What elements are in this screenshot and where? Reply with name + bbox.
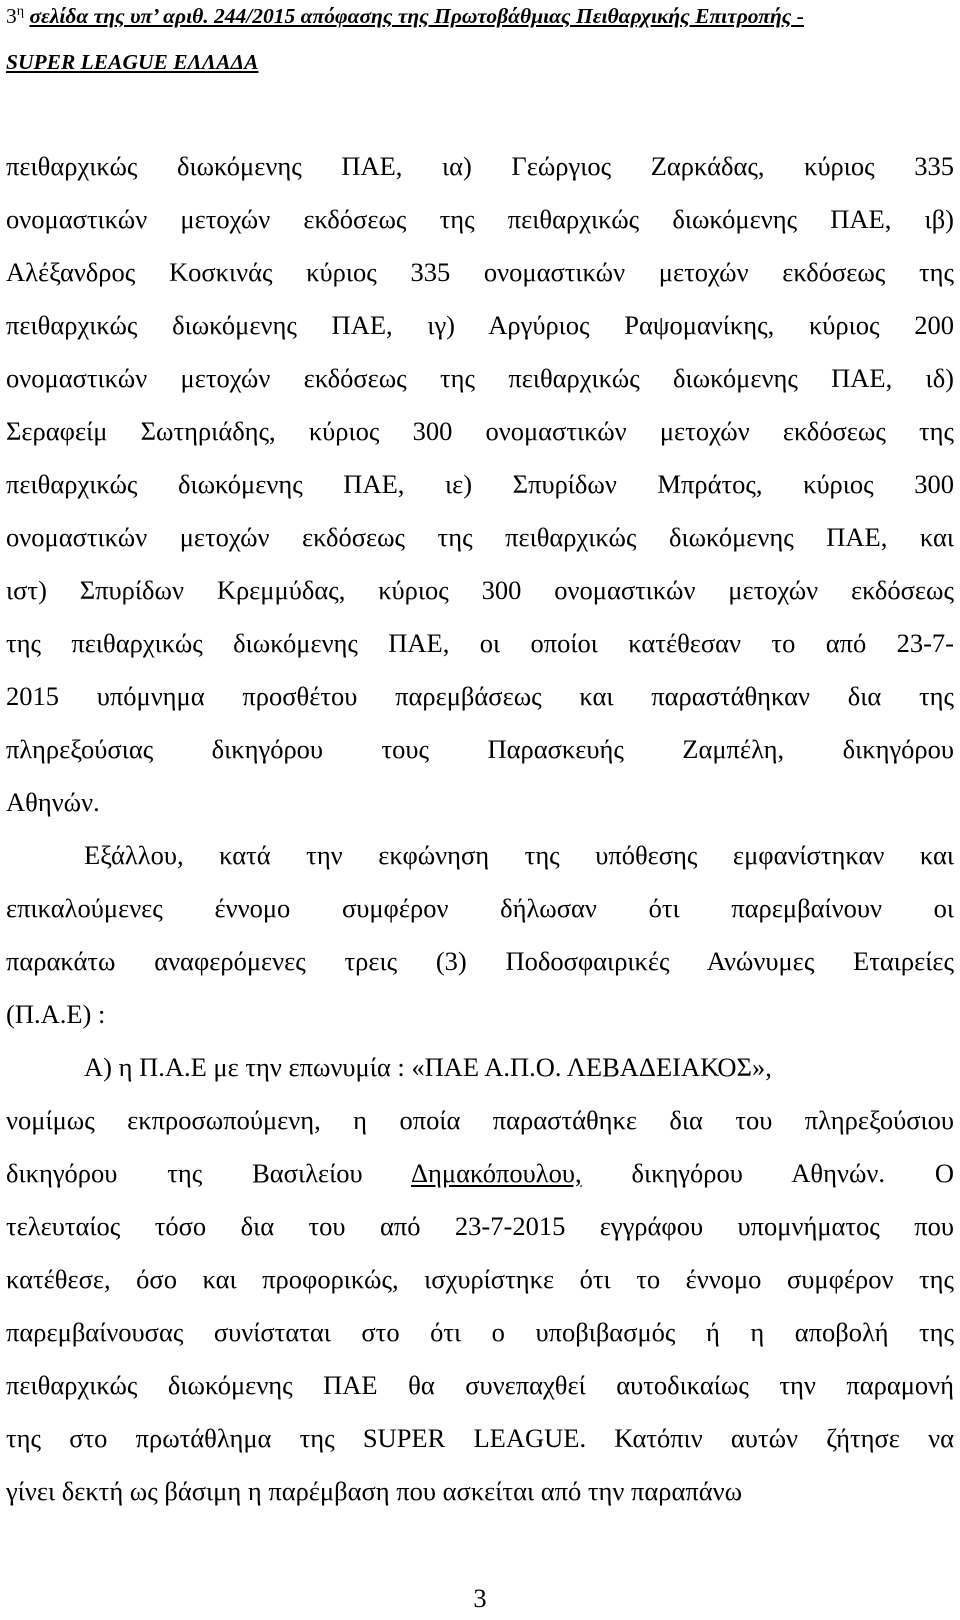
body-line-5: ονομαστικών μετοχών εκδόσεως της πειθαρχικώς διωκόμενης ΠΑΕ, ιδ) — [6, 363, 954, 393]
footer-page-number: 3 — [473, 1583, 487, 1613]
body-line-12: πληρεξούσιας δικηγόρου τους Παρασκευής Ζαμπέλη, δικηγόρου — [6, 734, 954, 764]
body-line-20-part-3: δικηγόρου Αθηνών. Ο — [631, 1158, 955, 1188]
body-line-8: ονομαστικών μετοχών εκδόσεως της πειθαρχικώς διωκόμενης ΠΑΕ, και — [6, 522, 954, 552]
body-line-11: 2015 υπόμνημα προσθέτου παρεμβάσεως και παραστάθηκαν δια της — [6, 681, 954, 711]
body-line-16: παρακάτω αναφερόμενες τρεις (3) Ποδοσφαιρικές Ανώνυμες Εταιρείες — [6, 946, 954, 976]
body-line-14: Εξάλλου, κατά την εκφώνηση της υπόθεσης εμφανίστηκαν και — [84, 840, 954, 870]
page-header — [6, 2, 954, 77]
body-line-3: Αλέξανδρος Κοσκινάς κύριος 335 ονομαστικών μετοχών εκδόσεως της — [6, 257, 954, 287]
body-line-25: της στο πρωτάθλημα της SUPER LEAGUE. Κατόπιν αυτών ζήτησε να — [6, 1423, 954, 1453]
header-title-line1: σελίδα της υπ’ αριθ. 244/2015 απόφασης της Πρωτοβάθμιας Πειθαρχικής Επιτροπής - — [29, 4, 804, 28]
underlined-name: Δημακόπουλου, — [411, 1158, 582, 1188]
body-line-23: παρεμβαίνουσας συνίσταται στο ότι ο υποβιβασμός ή η αποβολή της — [6, 1317, 954, 1347]
body-line-13: Αθηνών. — [6, 787, 100, 817]
header-page-sup: η — [16, 4, 25, 19]
header-title-line2: SUPER LEAGUE ΕΛΛΑΔΑ — [6, 50, 259, 74]
body-line-20-part-1: δικηγόρου της Βασιλείου — [6, 1158, 363, 1188]
body-line-4: πειθαρχικώς διωκόμενης ΠΑΕ, ιγ) Αργύριος Ραψομανίκης, κύριος 200 — [6, 310, 954, 340]
body-line-1: πειθαρχικώς διωκόμενης ΠΑΕ, ια) Γεώργιος Ζαρκάδας, κύριος 335 — [6, 151, 954, 181]
body-line-2: ονομαστικών μετοχών εκδόσεως της πειθαρχικώς διωκόμενης ΠΑΕ, ιβ) — [6, 204, 954, 234]
body-line-26: γίνει δεκτή ως βάσιμη η παρέμβαση που ασκείται από την παραπάνω — [6, 1476, 743, 1506]
header-page-number: 3 — [6, 4, 17, 28]
body-line-20 — [6, 1155, 954, 1191]
body-line-17: (Π.Α.Ε) : — [6, 999, 106, 1029]
body-line-22: κατέθεσε, όσο και προφορικώς, ισχυρίστηκε ότι το έννομο συμφέρον της — [6, 1264, 954, 1294]
body-line-9: ιστ) Σπυρίδων Κρεμμύδας, κύριος 300 ονομαστικών μετοχών εκδόσεως — [6, 575, 954, 605]
body-line-15: επικαλούμενες έννομο συμφέρον δήλωσαν ότι παρεμβαίνουν οι — [6, 893, 954, 923]
body-line-7: πειθαρχικώς διωκόμενης ΠΑΕ, ιε) Σπυρίδων Μπράτος, κύριος 300 — [6, 469, 954, 499]
body-line-24: πειθαρχικώς διωκόμενης ΠΑΕ θα συνεπαχθεί αυτοδικαίως την παραμονή — [6, 1370, 954, 1400]
body-line-19: νομίμως εκπροσωπούμενη, η οποία παραστάθηκε δια του πληρεξούσιου — [6, 1105, 954, 1135]
body-line-10: της πειθαρχικώς διωκόμενης ΠΑΕ, οι οποίοι κατέθεσαν το από 23-7- — [6, 628, 954, 658]
body-line-21: τελευταίος τόσο δια του από 23-7-2015 εγγράφου υπομνήματος που — [6, 1211, 954, 1241]
body-line-18: Α) η Π.Α.Ε με την επωνυμία : «ΠΑΕ Α.Π.Ο. ΛΕΒΑΔΕΙΑΚΟΣ», — [84, 1052, 772, 1082]
body-line-6: Σεραφείμ Σωτηριάδης, κύριος 300 ονομαστικών μετοχών εκδόσεως της — [6, 416, 954, 446]
